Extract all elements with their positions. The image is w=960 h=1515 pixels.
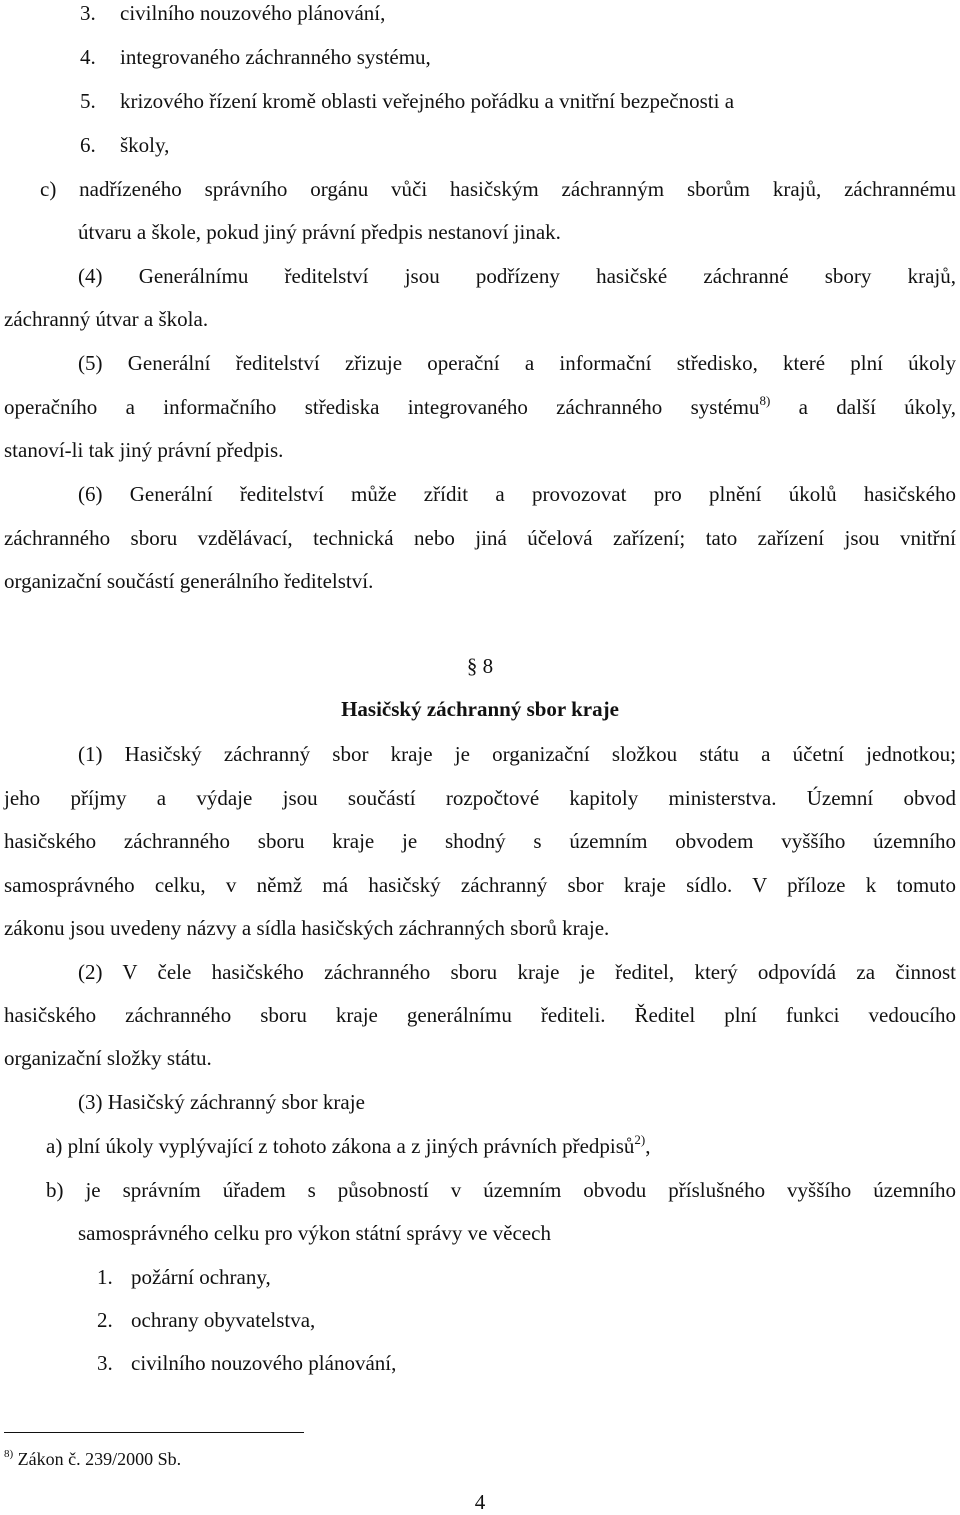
section-paragraph-line: (1) Hasičský záchranný sbor kraje je organizační složkou státu a účetní jednotkou; — [78, 742, 956, 766]
paragraph-6-line: organizační součástí generálního ředitelství. — [4, 569, 374, 593]
section-title: Hasičský záchranný sbor kraje — [341, 697, 619, 721]
list-item: 1. požární ochrany, — [97, 1265, 271, 1289]
item-b-line: b) je správním úřadem s působností v územním obvodu příslušného vyššího územního — [46, 1178, 956, 1202]
list-item: 3. civilního nouzového plánování, — [97, 1351, 397, 1375]
footnote-ref: 8) — [759, 393, 771, 408]
footnote-ref: 2) — [634, 1132, 646, 1147]
footnote: $^{8)}$ Zákon č. 239/2000 Sb. — [4, 1448, 182, 1469]
page-number: 4 — [474, 1490, 486, 1514]
item-c-line: c) nadřízeného správního orgánu vůči hasičským záchranným sborům krajů, záchrannému — [40, 177, 956, 201]
footnote-mark: 8) — [4, 1448, 14, 1460]
paragraph-5-line: (5) Generální ředitelství zřizuje operační a informační středisko, které plní úkoly — [78, 351, 956, 375]
footnote-separator — [4, 1432, 304, 1433]
section-paragraph-line: samosprávného celku, v němž má hasičský záchranný sbor kraje sídlo. V příloze k tomuto — [4, 873, 956, 897]
section-paragraph-line: organizační složky státu. — [4, 1046, 212, 1070]
item-c-line: útvaru a škole, pokud jiný právní předpis nestanoví jinak. — [78, 220, 561, 244]
section-paragraph-line: (3) Hasičský záchranný sbor kraje — [78, 1090, 365, 1114]
list-item: 4. integrovaného záchranného systému, — [80, 45, 431, 69]
item-b-line: samosprávného celku pro výkon státní správy ve věcech — [78, 1221, 551, 1245]
list-item: 6. školy, — [80, 133, 170, 157]
paragraph-5-line: operačního a informačního střediska integrovaného záchranného systému$^{8)}$ a další úkoly, — [4, 393, 956, 419]
section-number: § 8 — [466, 654, 494, 678]
section-paragraph-line: (2) V čele hasičského záchranného sboru kraje je ředitel, který odpovídá za činnost — [78, 960, 956, 984]
item-a: a) plní úkoly vyplývající z tohoto zákona a z jiných právních předpisů$^{2)}$, — [46, 1132, 651, 1158]
paragraph-5-line: stanoví-li tak jiný právní předpis. — [4, 438, 284, 462]
paragraph-6-line: záchranného sboru vzdělávací, technická nebo jiná účelová zařízení; tato zařízení jsou vnitřní — [4, 526, 956, 550]
paragraph-4-line: záchranný útvar a škola. — [4, 307, 209, 331]
paragraph-6-line: (6) Generální ředitelství může zřídit a provozovat pro plnění úkolů hasičského — [78, 482, 956, 506]
list-item: 2. ochrany obyvatelstva, — [97, 1308, 316, 1332]
section-paragraph-line: hasičského záchranného sboru kraje je shodný s územním obvodem vyššího územního — [4, 829, 956, 853]
paragraph-4-line: (4) Generálnímu ředitelství jsou podřízeny hasičské záchranné sbory krajů, — [78, 264, 956, 288]
section-paragraph-line: hasičského záchranného sboru kraje generálnímu řediteli. Ředitel plní funkci vedoucího — [4, 1003, 956, 1027]
section-paragraph-line: jeho příjmy a výdaje jsou součástí rozpočtové kapitoly ministerstva. Územní obvod — [4, 786, 956, 810]
section-paragraph-line: zákonu jsou uvedeny názvy a sídla hasičských záchranných sborů kraje. — [4, 916, 610, 940]
list-item: 5. krizového řízení kromě oblasti veřejného pořádku a vnitřní bezpečnosti a — [80, 89, 735, 113]
list-item: 3. civilního nouzového plánování, — [80, 1, 386, 25]
